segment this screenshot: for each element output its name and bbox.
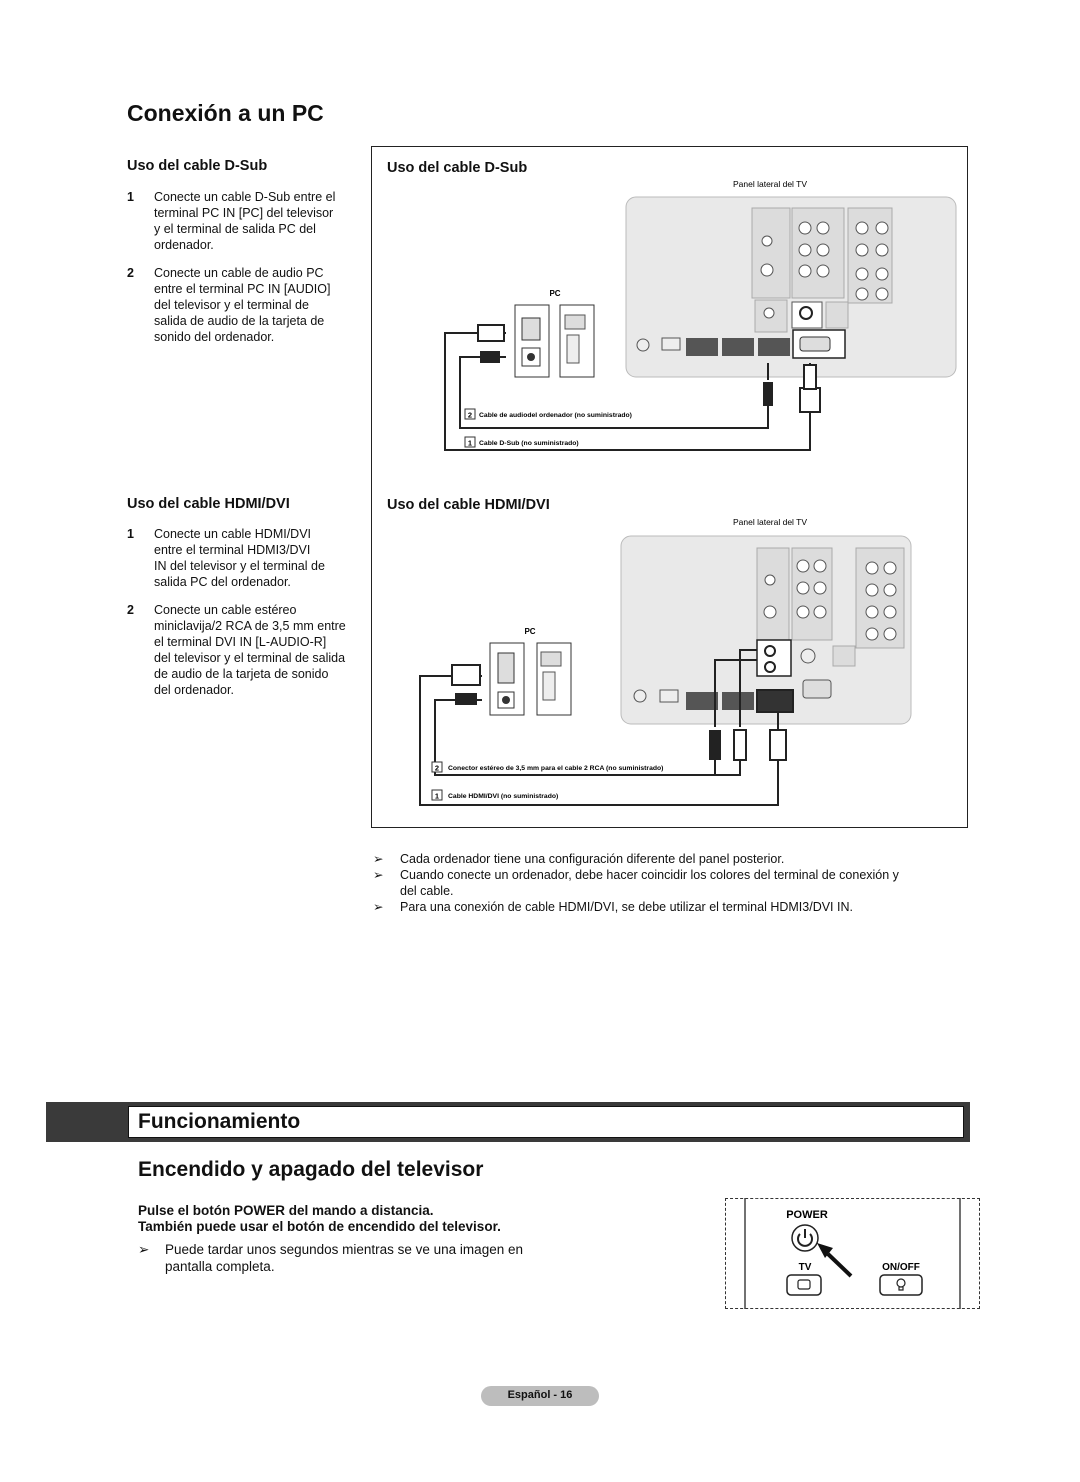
step-text-line: ordenador. [154,238,214,252]
step-number: 2 [127,266,134,280]
note-arrow-icon: ➢ [138,1242,150,1257]
tv-button [787,1275,821,1295]
hdmi-pc-label: PC [524,627,536,636]
dsub-panel-label: Panel lateral del TV [732,179,808,189]
hdmi-panel-label: Panel lateral del TV [732,517,808,527]
remote-illustration [725,1198,980,1309]
step-text-line: Conecte un cable de audio PC [154,266,324,280]
step-text-line: sonido del ordenador. [154,330,275,344]
hdmi-cable2-num: 2 [434,763,440,773]
onoff-button [880,1275,922,1295]
hdmi-pc-icon [490,643,571,715]
step-text-line: entre el terminal PC IN [AUDIO] [154,282,331,296]
note-arrow-icon: ➢ [373,868,384,882]
dsub-cable1-label: Cable D-Sub (no suministrado) [479,440,579,447]
dsub-cable2-num: 2 [467,410,473,420]
hdmi-cable2-label: Conector estéreo de 3,5 mm para el cable 2 RCA (no suministrado) [448,765,664,772]
step-text-line: del televisor y el terminal de salida [154,651,346,665]
power-instruction-2: También puede usar el botón de encendido del televisor. [138,1219,501,1234]
step-number: 1 [127,527,134,541]
note-arrow-icon: ➢ [373,900,384,914]
section-banner-title: Funcionamiento [138,1110,301,1133]
note-arrow-icon: ➢ [373,852,384,866]
note-text [400,899,853,915]
dsub-pc-label: PC [549,289,561,298]
dsub-heading: Uso del cable D-Sub [127,158,268,174]
step-text-line: Conecte un cable D-Sub entre el [154,190,336,204]
power-instruction-1: Pulse el botón POWER del mando a distancia. [138,1203,434,1218]
step-text-line: IN del televisor y el terminal de [154,559,325,573]
hdmi-tv-side-panel [621,536,911,724]
step-text-line: de audio de la tarjeta de sonido [154,667,329,681]
step-number: 1 [127,190,134,204]
step-text-line: y el terminal de salida PC del [154,222,316,236]
power-note-text [165,1241,595,1275]
step-text-line: Conecte un cable estéreo [154,603,297,617]
remote-onoff-label: ON/OFF [882,1262,920,1273]
dsub-tv-side-panel [626,197,956,377]
power-note-line: Puede tardar unos segundos mientras se ve una imagen en [165,1242,523,1257]
step-number: 2 [127,603,134,617]
note-text [400,851,784,867]
step-text-line: salida de audio de la tarjeta de [154,314,325,328]
step-text-line: del televisor y el terminal de [154,298,309,312]
remote-tv-label: TV [798,1262,812,1273]
step-text-line: terminal PC IN [PC] del televisor [154,206,334,220]
remote-power-label: POWER [786,1209,828,1221]
step-text-line: miniclavija/2 RCA de 3,5 mm entre [154,619,346,633]
note-text-line: Cada ordenador tiene una configuración diferente del panel posterior. [400,852,785,866]
power-note-line: pantalla completa. [165,1259,275,1274]
note-text [400,867,899,899]
dsub-cable2-label: Cable de audiodel ordenador (no suministrado) [479,412,632,419]
note-text-line: del cable. [400,884,454,898]
step-text-line: Conecte un cable HDMI/DVI [154,527,312,541]
note-text-line: Para una conexión de cable HDMI/DVI, se debe utilizar el terminal HDMI3/DVI IN. [400,900,853,914]
step-text-line: entre el terminal HDMI3/DVI [154,543,311,557]
hdmi-cable1-label: Cable HDMI/DVI (no suministrado) [448,793,559,800]
step-text-line: el terminal DVI IN [L-AUDIO-R] [154,635,327,649]
dsub-cable1-num: 1 [467,438,473,448]
hdmi-heading: Uso del cable HDMI/DVI [127,496,290,512]
step-text-line: salida PC del ordenador. [154,575,291,589]
note-text-line: Cuando conecte un ordenador, debe hacer coincidir los colores del terminal de conexión y [400,868,899,882]
diagram-dsub-heading: Uso del cable D-Sub [387,160,528,176]
step-text-line: del ordenador. [154,683,234,697]
diagram-hdmi-heading: Uso del cable HDMI/DVI [387,497,550,513]
page-number: Español - 16 [507,1389,573,1401]
page-title: Conexión a un PC [127,100,324,126]
hdmi-cable1-num: 1 [434,791,440,801]
power-section-title: Encendido y apagado del televisor [138,1158,484,1181]
dsub-pc-icon [515,305,594,377]
